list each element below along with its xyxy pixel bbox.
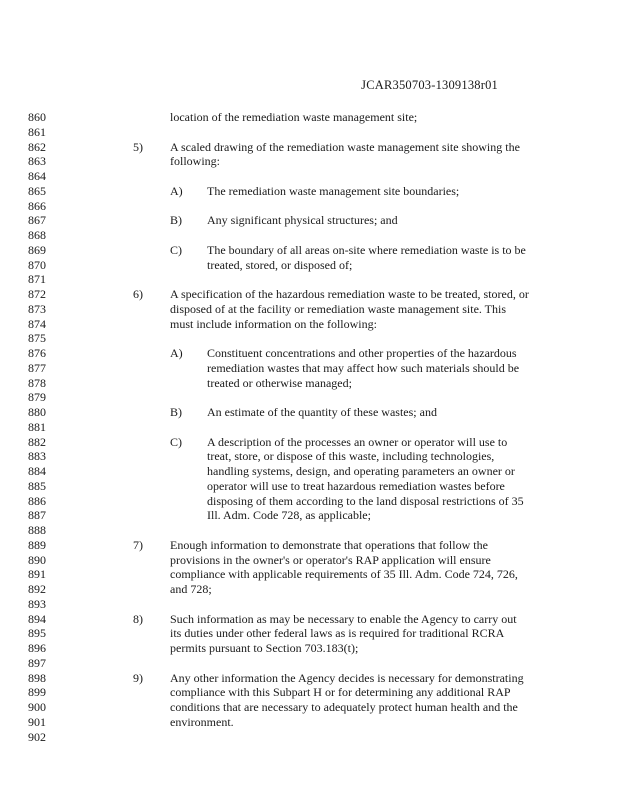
line-number: 897 <box>28 655 46 670</box>
item-7-text: Enough information to demonstrate that operations that follow the <box>170 537 488 552</box>
subitem-number-6C: C) <box>170 434 182 449</box>
line-number: 889 <box>28 537 46 552</box>
line-number: 881 <box>28 419 46 434</box>
subitem-6C-text: operator will use to treat hazardous remediation wastes before <box>207 478 505 493</box>
line-number: 876 <box>28 346 46 360</box>
item-6-text: disposed of at the facility or remediation waste management site. This <box>170 301 507 316</box>
document-id: JCAR350703-1309138r01 <box>361 78 498 92</box>
line-number: 867 <box>28 213 46 228</box>
line-number: 865 <box>28 183 46 198</box>
line-number: 891 <box>28 567 46 582</box>
line-number: 882 <box>28 434 46 449</box>
line-number: 900 <box>28 700 46 714</box>
subitem-6C-text: disposing of them according to the land disposal restrictions of 35 <box>207 493 524 508</box>
item-number-9: 9) <box>133 670 143 685</box>
line-number: 899 <box>28 685 46 700</box>
line-number: 862 <box>28 139 46 154</box>
subitem-6C-text: treat, store, or dispose of this waste, including technologies, <box>207 449 495 464</box>
item-number-6: 6) <box>133 287 143 301</box>
line-number: 877 <box>28 360 46 375</box>
subitem-5C-text: treated, stored, or disposed of; <box>207 257 353 272</box>
line-number: 893 <box>28 596 46 611</box>
subitem-5C-text: The boundary of all areas on-site where remediation waste is to be <box>207 242 526 257</box>
line-number: 888 <box>28 523 46 537</box>
subitem-6C-text: handling systems, design, and operating parameters an owner or <box>207 464 515 478</box>
line-number: 864 <box>28 169 46 183</box>
subitem-6A-text: treated or otherwise managed; <box>207 375 352 390</box>
line-number: 885 <box>28 478 46 493</box>
line-number: 887 <box>28 508 46 523</box>
line-number: 880 <box>28 405 46 419</box>
line-number: 872 <box>28 287 46 301</box>
line-number: 895 <box>28 626 46 641</box>
line-number: 878 <box>28 375 46 390</box>
item-7-text: and 728; <box>170 582 212 596</box>
item-5-text: A scaled drawing of the remediation waste management site showing the <box>170 139 520 154</box>
line-number: 890 <box>28 552 46 567</box>
item-number-5: 5) <box>133 139 143 154</box>
item-9-text: Any other information the Agency decides is necessary for demonstrating <box>170 670 524 685</box>
line-number: 869 <box>28 242 46 257</box>
line-number: 894 <box>28 611 46 626</box>
line-number: 884 <box>28 464 46 478</box>
line-number: 892 <box>28 582 46 596</box>
line-number: 901 <box>28 714 46 729</box>
item-9-text: environment. <box>170 714 234 729</box>
text-line-860: location of the remediation waste management site; <box>170 110 418 124</box>
subitem-number-6B: B) <box>170 405 182 419</box>
item-6-text: must include information on the following: <box>170 316 377 331</box>
item-7-text: provisions in the owner's or operator's RAP application will ensure <box>170 552 491 567</box>
subitem-6C-text: A description of the processes an owner or operator will use to <box>207 434 508 449</box>
line-number: 874 <box>28 316 46 331</box>
subitem-6C-text: Ill. Adm. Code 728, as applicable; <box>207 508 371 523</box>
item-8-text: permits pursuant to Section 703.183(t); <box>170 641 359 655</box>
line-number: 870 <box>28 257 46 272</box>
line-number: 860 <box>28 110 46 124</box>
item-6-text: A specification of the hazardous remediation waste to be treated, stored, or <box>170 287 529 301</box>
item-number-7: 7) <box>133 537 143 552</box>
line-number: 875 <box>28 331 46 346</box>
item-8-text: Such information as may be necessary to enable the Agency to carry out <box>170 611 517 626</box>
item-number-8: 8) <box>133 611 143 626</box>
subitem-number-5C: C) <box>170 242 182 257</box>
line-number: 871 <box>28 272 46 287</box>
subitem-6A-text: Constituent concentrations and other properties of the hazardous <box>207 346 517 360</box>
subitem-6A-text: remediation wastes that may affect how such materials should be <box>207 360 520 375</box>
line-number: 896 <box>28 641 46 655</box>
subitem-number-5B: B) <box>170 213 182 228</box>
item-5-text: following: <box>170 154 220 169</box>
item-9-text: compliance with this Subpart H or for determining any additional RAP <box>170 685 511 700</box>
line-number: 866 <box>28 198 46 213</box>
item-8-text: its duties under other federal laws as is required for traditional RCRA <box>170 626 505 641</box>
line-number: 868 <box>28 228 46 242</box>
subitem-5A-text: The remediation waste management site boundaries; <box>207 183 460 198</box>
subitem-6B-text: An estimate of the quantity of these wastes; and <box>207 405 437 419</box>
subitem-number-6A: A) <box>170 346 183 360</box>
line-number: 902 <box>28 729 46 744</box>
item-7-text: compliance with applicable requirements of 35 Ill. Adm. Code 724, 726, <box>170 567 518 582</box>
line-number: 898 <box>28 670 46 685</box>
item-9-text: conditions that are necessary to adequately protect human health and the <box>170 700 518 714</box>
line-number: 883 <box>28 449 46 464</box>
line-number: 873 <box>28 301 46 316</box>
line-number: 886 <box>28 493 46 508</box>
line-number: 863 <box>28 154 46 169</box>
line-number: 861 <box>28 124 46 139</box>
subitem-5B-text: Any significant physical structures; and <box>207 213 398 228</box>
line-number: 879 <box>28 390 46 405</box>
subitem-number-5A: A) <box>170 183 183 198</box>
